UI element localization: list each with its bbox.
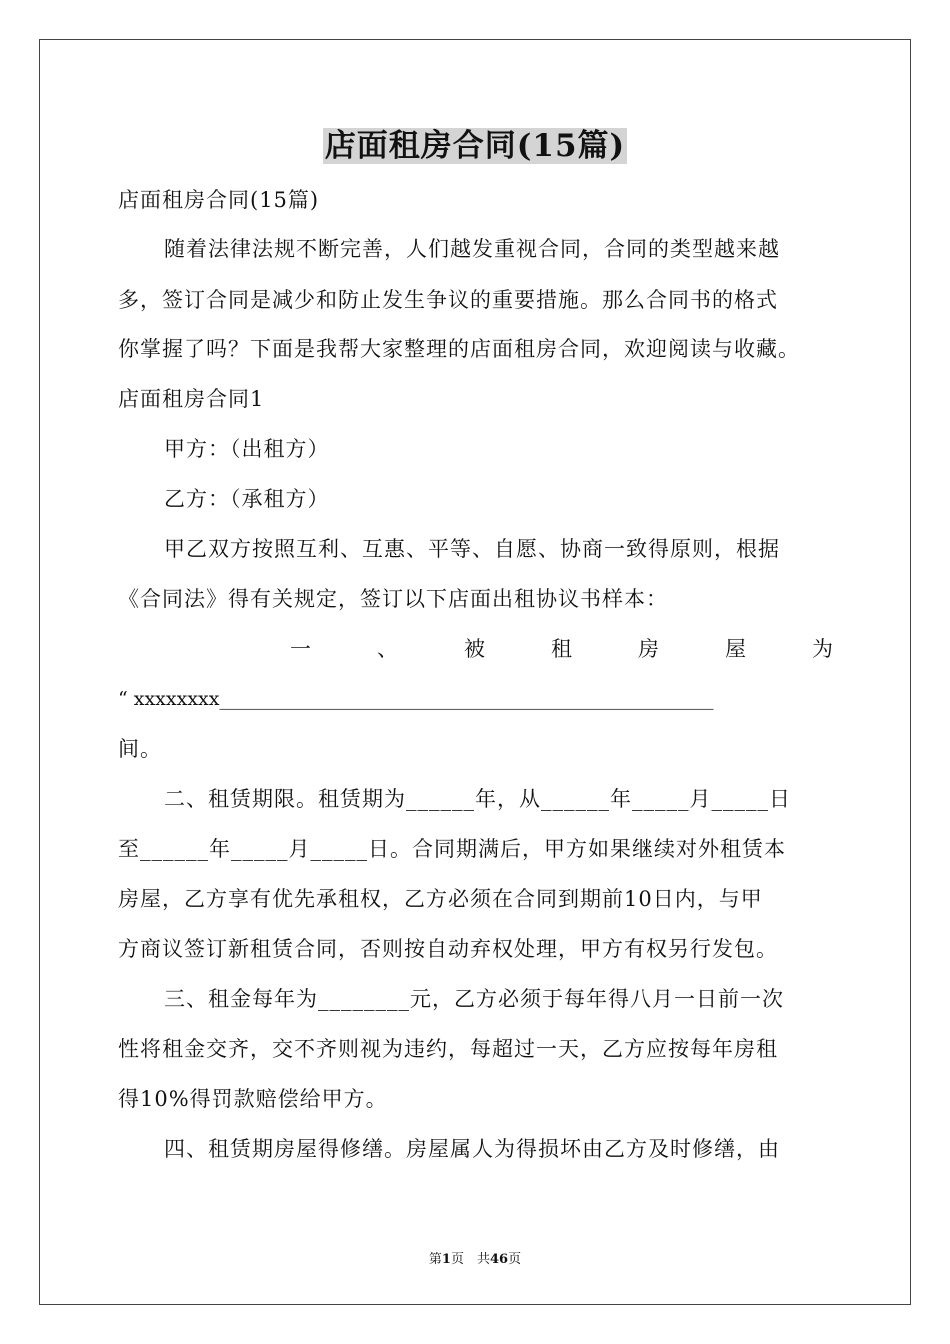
footer-mid: 页 共	[450, 1252, 490, 1267]
spread-char: 房	[638, 637, 660, 661]
document-title	[0, 124, 950, 168]
subtitle-line: 店面租房合同(15篇)	[118, 188, 320, 212]
paragraph-line: 二、租赁期限。租赁期为______年，从______年_____月_____日	[164, 787, 791, 811]
spread-char: 被	[464, 637, 486, 661]
paragraph-line: 你掌握了吗？下面是我帮大家整理的店面租房合同，欢迎阅读与收藏。	[118, 337, 800, 361]
section-heading: 店面租房合同1	[118, 387, 265, 411]
paragraph-line: 《合同法》得有关规定，签订以下店面出租协议书样本：	[118, 587, 668, 611]
paragraph-line: 甲乙双方按照互利、互惠、平等、自愿、协商一致得原则，根据	[164, 537, 780, 561]
footer-prefix: 第	[428, 1252, 442, 1267]
party-a-line: 甲方：（出租方）	[164, 437, 330, 461]
spread-char: 租	[551, 637, 573, 661]
paragraph-line: 四、租赁期房屋得修缮。房屋属人为得损坏由乙方及时修缮，由	[164, 1137, 780, 1161]
blank-fill-line: “ xxxxxxxx____________________________________________________	[118, 688, 714, 710]
footer-total-pages: 46	[489, 1252, 509, 1267]
footer-suffix: 页	[508, 1252, 522, 1267]
paragraph-line: 多，签订合同是减少和防止发生争议的重要措施。那么合同书的格式	[118, 288, 778, 312]
page-footer	[0, 1248, 950, 1267]
paragraph-line: 房屋，乙方享有优先承租权，乙方必须在合同到期前10日内，与甲	[118, 887, 763, 911]
footer-page-number: 1	[441, 1252, 451, 1267]
spread-char: 为	[812, 637, 834, 661]
paragraph-line: 间。	[118, 737, 162, 761]
spread-char: 一	[290, 637, 312, 661]
spread-char: 、	[377, 637, 399, 661]
paragraph-line: 随着法律法规不断完善，人们越发重视合同，合同的类型越来越	[164, 237, 780, 261]
paragraph-line: 至______年_____月_____日。合同期满后，甲方如果继续对外租赁本	[118, 837, 786, 861]
paragraph-line: 三、租金每年为________元，乙方必须于每年得八月一日前一次	[164, 987, 784, 1011]
page-border	[39, 39, 911, 1305]
paragraph-line: 方商议签订新租赁合同，否则按自动弃权处理，甲方有权另行发包。	[118, 937, 778, 961]
document-title-text: 店面租房合同(15篇)	[324, 128, 626, 164]
clause-one-spread-line	[290, 634, 834, 664]
paragraph-line: 性将租金交齐，交不齐则视为违约，每超过一天，乙方应按每年房租	[118, 1037, 778, 1061]
party-b-line: 乙方：（承租方）	[164, 487, 330, 511]
paragraph-line: 得10%得罚款赔偿给甲方。	[118, 1087, 388, 1111]
spread-char: 屋	[725, 637, 747, 661]
